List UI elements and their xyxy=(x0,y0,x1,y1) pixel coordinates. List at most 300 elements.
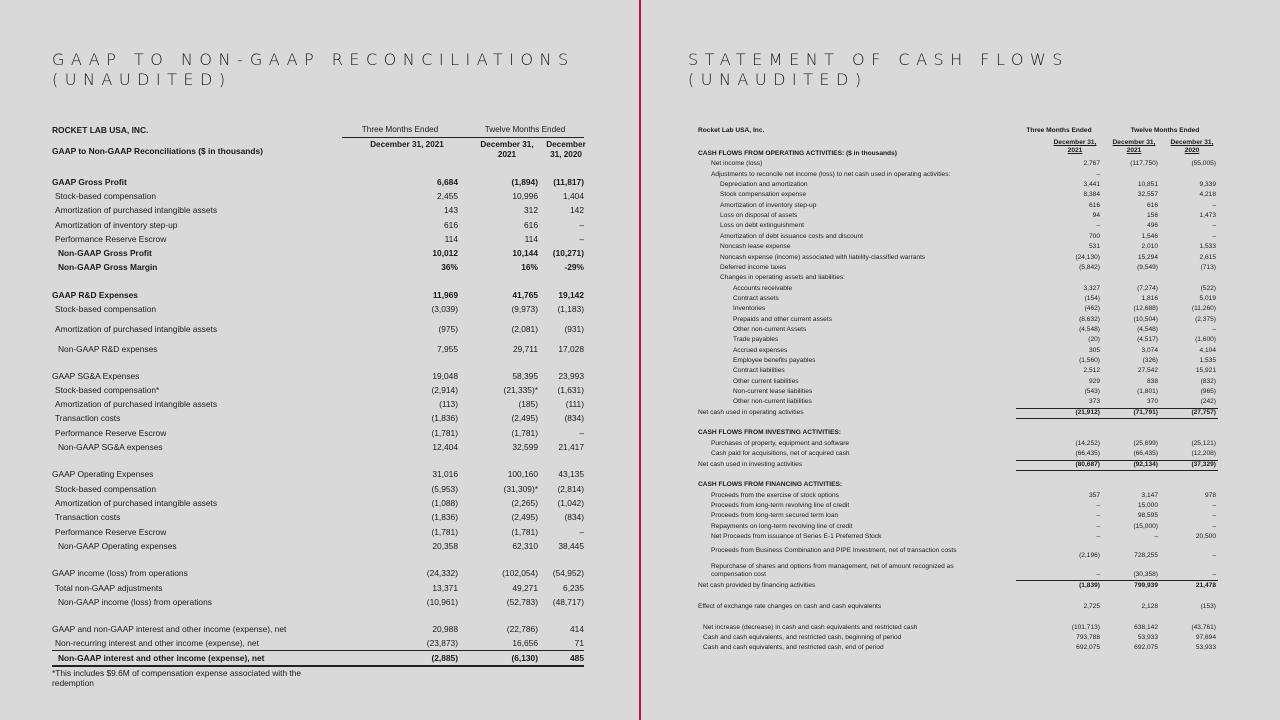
table-row: Effect of exchange rate changes on cash and cash equivalents 2,725 2,128 (153) xyxy=(698,603,1216,610)
row-value: (2,814) xyxy=(557,484,584,494)
table-row xyxy=(52,248,584,261)
table-row xyxy=(52,498,584,511)
row-value: (10,504) xyxy=(1133,315,1158,323)
row-value: 370 xyxy=(1146,398,1158,406)
row-value: (102,054) xyxy=(502,568,538,578)
row-label: Performance Reserve Escrow xyxy=(55,428,167,438)
row-value: 496 xyxy=(1146,222,1158,230)
row-value: (24,332) xyxy=(426,568,458,578)
row-label: GAAP SG&A Expenses xyxy=(52,371,140,381)
table-row xyxy=(698,316,1220,326)
row-value: (1,560) xyxy=(1079,357,1100,364)
row-label: Proceeds from the exercise of stock options xyxy=(711,491,839,499)
row-value: (7,274) xyxy=(1137,284,1158,292)
row-value: – xyxy=(1096,512,1100,520)
row-value: (1,631) xyxy=(557,385,584,395)
row-label: Non-GAAP R&D expenses xyxy=(58,344,158,354)
table-row xyxy=(698,305,1220,315)
row-value: – xyxy=(1212,222,1216,230)
panel-divider xyxy=(639,0,641,720)
row-value: 838 xyxy=(1146,377,1158,385)
row-value: 616 xyxy=(1146,201,1158,209)
row-value: 13,371 xyxy=(432,583,458,593)
row-label: Other non-current Assets xyxy=(733,325,807,333)
row-label: Non-GAAP interest and other income (expense), net xyxy=(58,653,265,663)
row-value: (11,817) xyxy=(553,177,584,187)
row-value: (931) xyxy=(564,324,584,334)
row-label: Accounts receivable xyxy=(733,284,793,292)
row-value: 6,235 xyxy=(563,583,584,593)
row-value: (1,836) xyxy=(431,413,458,423)
row-label: Amortization of debt issuance costs and discount xyxy=(720,232,863,240)
table-row xyxy=(52,484,584,497)
total-rule-bottom xyxy=(52,665,584,667)
row-label: Stock-based compensation xyxy=(55,484,157,494)
row-value: – xyxy=(1096,532,1100,540)
row-value: (2,265) xyxy=(511,498,538,508)
row-label: Loss on disposal of assets xyxy=(720,212,798,220)
row-value: 4,104 xyxy=(1199,346,1216,354)
row-value: (1,801) xyxy=(1137,388,1158,396)
row-value: (12,688) xyxy=(1133,305,1158,313)
row-value: (1,781) xyxy=(511,527,538,537)
table-row xyxy=(698,502,1220,512)
footnote: *This includes $9.6M of compensation expense associated with the redemption xyxy=(52,668,302,688)
table-row xyxy=(698,388,1220,398)
row-value: (55,005) xyxy=(1191,160,1216,168)
row-value: – xyxy=(579,234,584,244)
table-row xyxy=(52,527,584,540)
row-label: Performance Reserve Escrow xyxy=(55,234,167,244)
row-value: (1,781) xyxy=(431,527,458,537)
table-row: Proceeds from Business Combination and PIPE Investment, net of transaction costs xyxy=(711,547,957,554)
table-row xyxy=(52,371,584,384)
row-value: 10,144 xyxy=(512,248,538,258)
row-value: (113) xyxy=(439,399,458,409)
table-row xyxy=(52,442,584,455)
row-value: 312 xyxy=(524,205,538,215)
table-row xyxy=(698,523,1220,533)
table-row xyxy=(698,512,1220,522)
row-value: 19,142 xyxy=(558,290,584,300)
row-value: (21,912) xyxy=(1075,408,1100,416)
row-value: 43,135 xyxy=(558,469,584,479)
row-label: Inventories xyxy=(733,305,766,313)
row-label: Other non-current liabilities xyxy=(733,398,812,406)
row-value: 20,500 xyxy=(1195,532,1216,540)
row-value: 15,921 xyxy=(1195,367,1216,375)
row-value: – xyxy=(1096,501,1100,509)
table-row: (2,196) 728,255 – xyxy=(1079,552,1216,559)
row-label: Proceeds from long-term secured term loan xyxy=(711,512,839,520)
table-row xyxy=(52,177,584,190)
row-value: (22,786) xyxy=(506,624,538,634)
row-value: (522) xyxy=(1200,284,1216,292)
row-label: Loss on debt extinguishment xyxy=(720,222,804,230)
row-value: 1,546 xyxy=(1141,232,1158,240)
row-value: -29% xyxy=(564,262,584,272)
row-value: 1,473 xyxy=(1199,212,1216,220)
row-value: (462) xyxy=(1084,305,1100,313)
row-value: – xyxy=(1212,232,1216,240)
row-value: (543) xyxy=(1084,388,1100,396)
table-row xyxy=(698,429,1220,439)
row-value: – xyxy=(579,527,584,537)
table-row xyxy=(698,264,1220,274)
row-value: (2,495) xyxy=(511,413,538,423)
row-value: (832) xyxy=(1200,377,1216,385)
row-value: (834) xyxy=(564,512,584,522)
row-value: 9,339 xyxy=(1199,181,1216,189)
table-row xyxy=(698,181,1220,191)
row-value: (154) xyxy=(1084,294,1100,302)
table-row: Net cash provided by financing activities (1,839) 799,939 21,478 xyxy=(698,582,1216,589)
table-row xyxy=(698,150,1220,160)
row-value: 20,358 xyxy=(432,541,458,551)
left-title-line2: (UNAUDITED) xyxy=(52,70,232,89)
row-value: (5,842) xyxy=(1079,263,1100,271)
row-label: Proceeds from long-term revolving line of credit xyxy=(711,501,850,509)
row-value: 23,993 xyxy=(558,371,584,381)
row-value: (11,260) xyxy=(1191,305,1216,313)
row-label: Amortization of purchased intangible assets xyxy=(55,498,218,508)
row-value: (21,335)* xyxy=(503,385,538,395)
table-row xyxy=(698,212,1220,222)
row-value: (111) xyxy=(565,399,584,409)
row-value: – xyxy=(1154,532,1158,540)
row-label: CASH FLOWS FROM INVESTING ACTIVITIES: xyxy=(698,429,841,437)
row-value: (15,000) xyxy=(1133,522,1158,530)
row-value: 305 xyxy=(1088,346,1100,354)
row-value: 3,327 xyxy=(1083,284,1100,292)
table-row: Net increase (decrease) in cash and cash equivalents and restricted cash (101,713) 638,142 (43,761) xyxy=(703,624,1216,631)
row-value: (54,952) xyxy=(552,568,584,578)
row-value: (80,687) xyxy=(1075,460,1100,468)
row-label: Stock-based compensation xyxy=(55,304,157,314)
row-value: 700 xyxy=(1088,232,1100,240)
row-value: 5,019 xyxy=(1199,294,1216,302)
row-label: GAAP R&D Expenses xyxy=(52,290,138,300)
table-row xyxy=(52,583,584,596)
row-value: (14,252) xyxy=(1075,439,1100,447)
row-label: Stock compensation expense xyxy=(720,191,807,199)
row-value: 31,016 xyxy=(432,469,458,479)
row-value: (5,953) xyxy=(431,484,458,494)
table-row xyxy=(52,262,584,275)
row-value: (4,548) xyxy=(1137,325,1158,333)
table-row xyxy=(698,191,1220,201)
table-row xyxy=(52,220,584,233)
row-value: – xyxy=(1096,222,1100,230)
row-value: (1,042) xyxy=(557,498,584,508)
table-row xyxy=(52,541,584,554)
row-value: (1,781) xyxy=(511,428,538,438)
table-row xyxy=(698,492,1220,502)
col-header-1: December 31, 2021 xyxy=(370,140,444,149)
row-label: Amortization of inventory step-up xyxy=(55,220,178,230)
table-row xyxy=(52,399,584,412)
row-value: (2,081) xyxy=(511,324,538,334)
row-value: (8,632) xyxy=(1079,315,1100,323)
right-title-line2: (UNAUDITED) xyxy=(688,70,868,89)
table-row xyxy=(698,336,1220,346)
row-label: Non-GAAP income (loss) from operations xyxy=(58,597,212,607)
row-label: Net Proceeds from issuance of Series E-1 Preferred Stock xyxy=(711,532,882,540)
row-label: Repayments on long-term revolving line of credit xyxy=(711,522,853,530)
row-value: 2,455 xyxy=(437,191,458,201)
row-value: (2,885) xyxy=(431,653,458,663)
row-value: – xyxy=(579,428,584,438)
row-value: 32,599 xyxy=(512,442,538,452)
company-name: Rocket Lab USA, Inc. xyxy=(698,127,765,134)
row-value: – xyxy=(1212,512,1216,520)
total-rule-top xyxy=(52,650,584,651)
row-value: (326) xyxy=(1142,357,1158,364)
row-value: (2,495) xyxy=(511,512,538,522)
row-value: (71,791) xyxy=(1133,408,1158,416)
row-value: (2,375) xyxy=(1195,315,1216,323)
header-rule xyxy=(342,137,584,138)
row-value: 16,656 xyxy=(512,638,538,648)
row-label: Net cash used in operating activities xyxy=(698,408,804,416)
row-label: Contract liabilities xyxy=(733,367,785,375)
row-value: (20) xyxy=(1088,336,1100,344)
row-label: Amortization of purchased intangible assets xyxy=(55,205,218,215)
row-value: 12,404 xyxy=(432,442,458,452)
table-row: Cash and cash equivalents, and restricted cash, end of period 692,075 692,075 53,933 xyxy=(703,644,1216,651)
row-value: 58,395 xyxy=(512,371,538,381)
row-value: 8,384 xyxy=(1083,191,1100,199)
row-label: GAAP income (loss) from operations xyxy=(52,568,188,578)
group-three-months: Three Months Ended xyxy=(361,125,439,134)
row-value: 373 xyxy=(1088,398,1100,406)
table-row xyxy=(698,243,1220,253)
row-label: CASH FLOWS FROM OPERATING ACTIVITIES: ($ in thousands) xyxy=(698,150,897,157)
row-label: Prepaids and other current assets xyxy=(733,315,832,323)
row-value: (1,088) xyxy=(431,498,458,508)
row-value: 531 xyxy=(1088,243,1100,251)
group-twelve-months: Twelve Months Ended xyxy=(484,125,566,134)
row-value: 17,028 xyxy=(558,344,584,354)
row-value: 2,767 xyxy=(1083,160,1100,168)
row-value: 142 xyxy=(570,205,584,215)
row-label: Adjustments to reconcile net income (loss) to net cash used in operating activities: xyxy=(711,170,951,178)
row-value: 11,969 xyxy=(432,290,458,300)
row-value: – xyxy=(1212,501,1216,509)
row-value: 49,271 xyxy=(512,583,538,593)
table-row xyxy=(698,222,1220,232)
row-label: Contract assets xyxy=(733,294,779,302)
row-value: (25,699) xyxy=(1133,439,1158,447)
table-row xyxy=(698,202,1220,212)
row-label: GAAP and non-GAAP interest and other income (expense), net xyxy=(52,624,287,634)
table-subtitle: GAAP to Non-GAAP Reconciliations ($ in thousands) xyxy=(52,146,263,156)
row-value: 6,684 xyxy=(437,177,458,187)
row-value: (25,121) xyxy=(1191,439,1216,447)
table-row xyxy=(52,385,584,398)
row-value: (27,757) xyxy=(1191,408,1216,416)
table-row xyxy=(698,254,1220,264)
table-row xyxy=(52,428,584,441)
table-row xyxy=(52,568,584,581)
table-row xyxy=(698,233,1220,243)
row-label: Transaction costs xyxy=(55,512,121,522)
row-label: Non-GAAP Gross Margin xyxy=(58,262,158,272)
row-value: 4,218 xyxy=(1199,191,1216,199)
table-row xyxy=(52,205,584,218)
company-name: ROCKET LAB USA, INC. xyxy=(52,125,149,135)
table-row: Repurchase of shares and options from management, net of amount recognized as xyxy=(711,563,954,570)
row-value: (1,894) xyxy=(511,177,538,187)
table-row xyxy=(698,378,1220,388)
row-value: 156 xyxy=(1146,212,1158,220)
row-value: (24,130) xyxy=(1075,253,1100,261)
row-value: (66,435) xyxy=(1075,450,1100,458)
row-label: Non-recurring interest and other income (expense), net xyxy=(55,638,259,648)
row-value: 1,404 xyxy=(563,191,584,201)
table-row xyxy=(698,440,1220,450)
col-header-1: December 31, 2021 xyxy=(1053,139,1097,154)
table-row xyxy=(698,367,1220,377)
row-value: 10,996 xyxy=(512,191,538,201)
row-value: (48,717) xyxy=(552,597,584,607)
row-value: (713) xyxy=(1200,263,1216,271)
row-value: 2,615 xyxy=(1199,253,1216,261)
row-value: (37,329) xyxy=(1191,460,1216,468)
row-value: 36% xyxy=(441,262,458,272)
row-value: 616 xyxy=(1088,201,1100,209)
table-row xyxy=(698,533,1220,543)
row-label: Transaction costs xyxy=(55,413,121,423)
row-label: Amortization of inventory step-up xyxy=(720,201,817,209)
row-value: 15,294 xyxy=(1137,253,1158,261)
row-label: Stock-based compensation xyxy=(55,191,157,201)
row-value: 3,441 xyxy=(1083,181,1100,189)
row-value: (10,271) xyxy=(552,248,584,258)
table-row xyxy=(698,481,1220,491)
table-row xyxy=(698,326,1220,336)
row-value: 98,595 xyxy=(1137,512,1158,520)
row-value: 485 xyxy=(570,653,584,663)
table-row xyxy=(52,512,584,525)
row-value: 3,147 xyxy=(1141,491,1158,499)
row-value: 1,816 xyxy=(1141,294,1158,302)
table-row xyxy=(698,357,1220,367)
row-label: Other current liabilities xyxy=(733,377,799,385)
row-value: 1,535 xyxy=(1199,357,1216,364)
table-row xyxy=(52,597,584,610)
row-label: Amortization of purchased intangible assets xyxy=(55,324,218,334)
row-label: Total non-GAAP adjustments xyxy=(55,583,163,593)
row-value: (965) xyxy=(1200,388,1216,396)
row-value: (117,750) xyxy=(1130,160,1158,168)
row-value: 3,074 xyxy=(1141,346,1158,354)
row-value: 616 xyxy=(444,220,458,230)
col-header-3: December 31, 2020 xyxy=(546,140,586,159)
row-value: (12,208) xyxy=(1191,450,1216,458)
row-value: 357 xyxy=(1088,491,1100,499)
left-title-line1: GAAP TO NON-GAAP RECONCILIATIONS xyxy=(52,50,575,69)
row-label: Changes in operating assets and liabilities: xyxy=(720,274,845,282)
row-label: Non-GAAP Gross Profit xyxy=(58,248,152,258)
row-value: – xyxy=(579,220,584,230)
row-value: (92,134) xyxy=(1133,460,1158,468)
row-value: (3,039) xyxy=(431,304,458,314)
row-label: GAAP Gross Profit xyxy=(52,177,127,187)
table-row xyxy=(698,285,1220,295)
row-value: 2,512 xyxy=(1083,367,1100,375)
row-label: Non-current lease liabilities xyxy=(733,388,813,396)
row-value: 15,000 xyxy=(1137,501,1158,509)
col-header-2: December 31, 2021 xyxy=(480,140,534,159)
table-row xyxy=(52,469,584,482)
row-value: 21,417 xyxy=(558,442,584,452)
table-row: Cash and cash equivalents, and restricted cash, beginning of period 793,788 53,933 97,694 xyxy=(703,634,1216,641)
row-value: 29,711 xyxy=(513,344,538,354)
row-value: 1,533 xyxy=(1199,243,1216,251)
row-value: 143 xyxy=(444,205,458,215)
row-value: (4,517) xyxy=(1137,336,1158,344)
table-row xyxy=(52,191,584,204)
row-value: 16% xyxy=(521,262,538,272)
table-row xyxy=(52,624,584,637)
group-twelve-months: Twelve Months Ended xyxy=(1130,127,1200,134)
table-row xyxy=(698,171,1220,181)
group-three-months: Three Months Ended xyxy=(1026,127,1092,134)
row-value: – xyxy=(1212,325,1216,333)
row-label: Deferred income taxes xyxy=(720,263,787,271)
row-value: (9,973) xyxy=(511,304,538,314)
table-row xyxy=(698,461,1220,471)
right-panel-title xyxy=(688,50,1069,90)
right-title-line1: STATEMENT OF CASH FLOWS xyxy=(688,50,1069,69)
table-row xyxy=(52,413,584,426)
row-value: 10,851 xyxy=(1137,181,1158,189)
row-label: Purchases of property, equipment and software xyxy=(711,439,850,447)
row-value: (1,781) xyxy=(431,428,458,438)
table-row xyxy=(52,344,584,357)
row-value: – xyxy=(1096,170,1100,178)
row-value: – xyxy=(1212,201,1216,209)
left-panel-title xyxy=(52,50,575,90)
row-label: Performance Reserve Escrow xyxy=(55,527,167,537)
table-row xyxy=(52,290,584,303)
table-row xyxy=(52,234,584,247)
row-value: 414 xyxy=(570,624,584,634)
row-value: – xyxy=(1096,522,1100,530)
table-row xyxy=(52,324,584,337)
row-value: 616 xyxy=(524,220,538,230)
table-row xyxy=(698,471,1220,481)
row-value: (6,130) xyxy=(511,653,538,663)
table-row xyxy=(698,160,1220,170)
row-value: (66,435) xyxy=(1133,450,1158,458)
row-label: Non-GAAP Operating expenses xyxy=(58,541,177,551)
row-value: 20,988 xyxy=(432,624,458,634)
row-label: CASH FLOWS FROM FINANCING ACTIVITIES: xyxy=(698,481,843,489)
row-label: Employee benefits payables xyxy=(733,357,816,364)
row-value: 94 xyxy=(1092,212,1100,220)
row-value: 41,765 xyxy=(512,290,538,300)
table-row xyxy=(52,304,584,317)
row-label: Accrued expenses xyxy=(733,346,788,354)
table-row xyxy=(698,347,1220,357)
table-row: compensation cost – (30,358) – xyxy=(711,571,1216,578)
row-label: Noncash expense (income) associated with liability-classified warrants xyxy=(720,253,926,261)
row-label: Non-GAAP SG&A expenses xyxy=(58,442,163,452)
row-value: (975) xyxy=(438,324,458,334)
table-row xyxy=(698,409,1220,419)
